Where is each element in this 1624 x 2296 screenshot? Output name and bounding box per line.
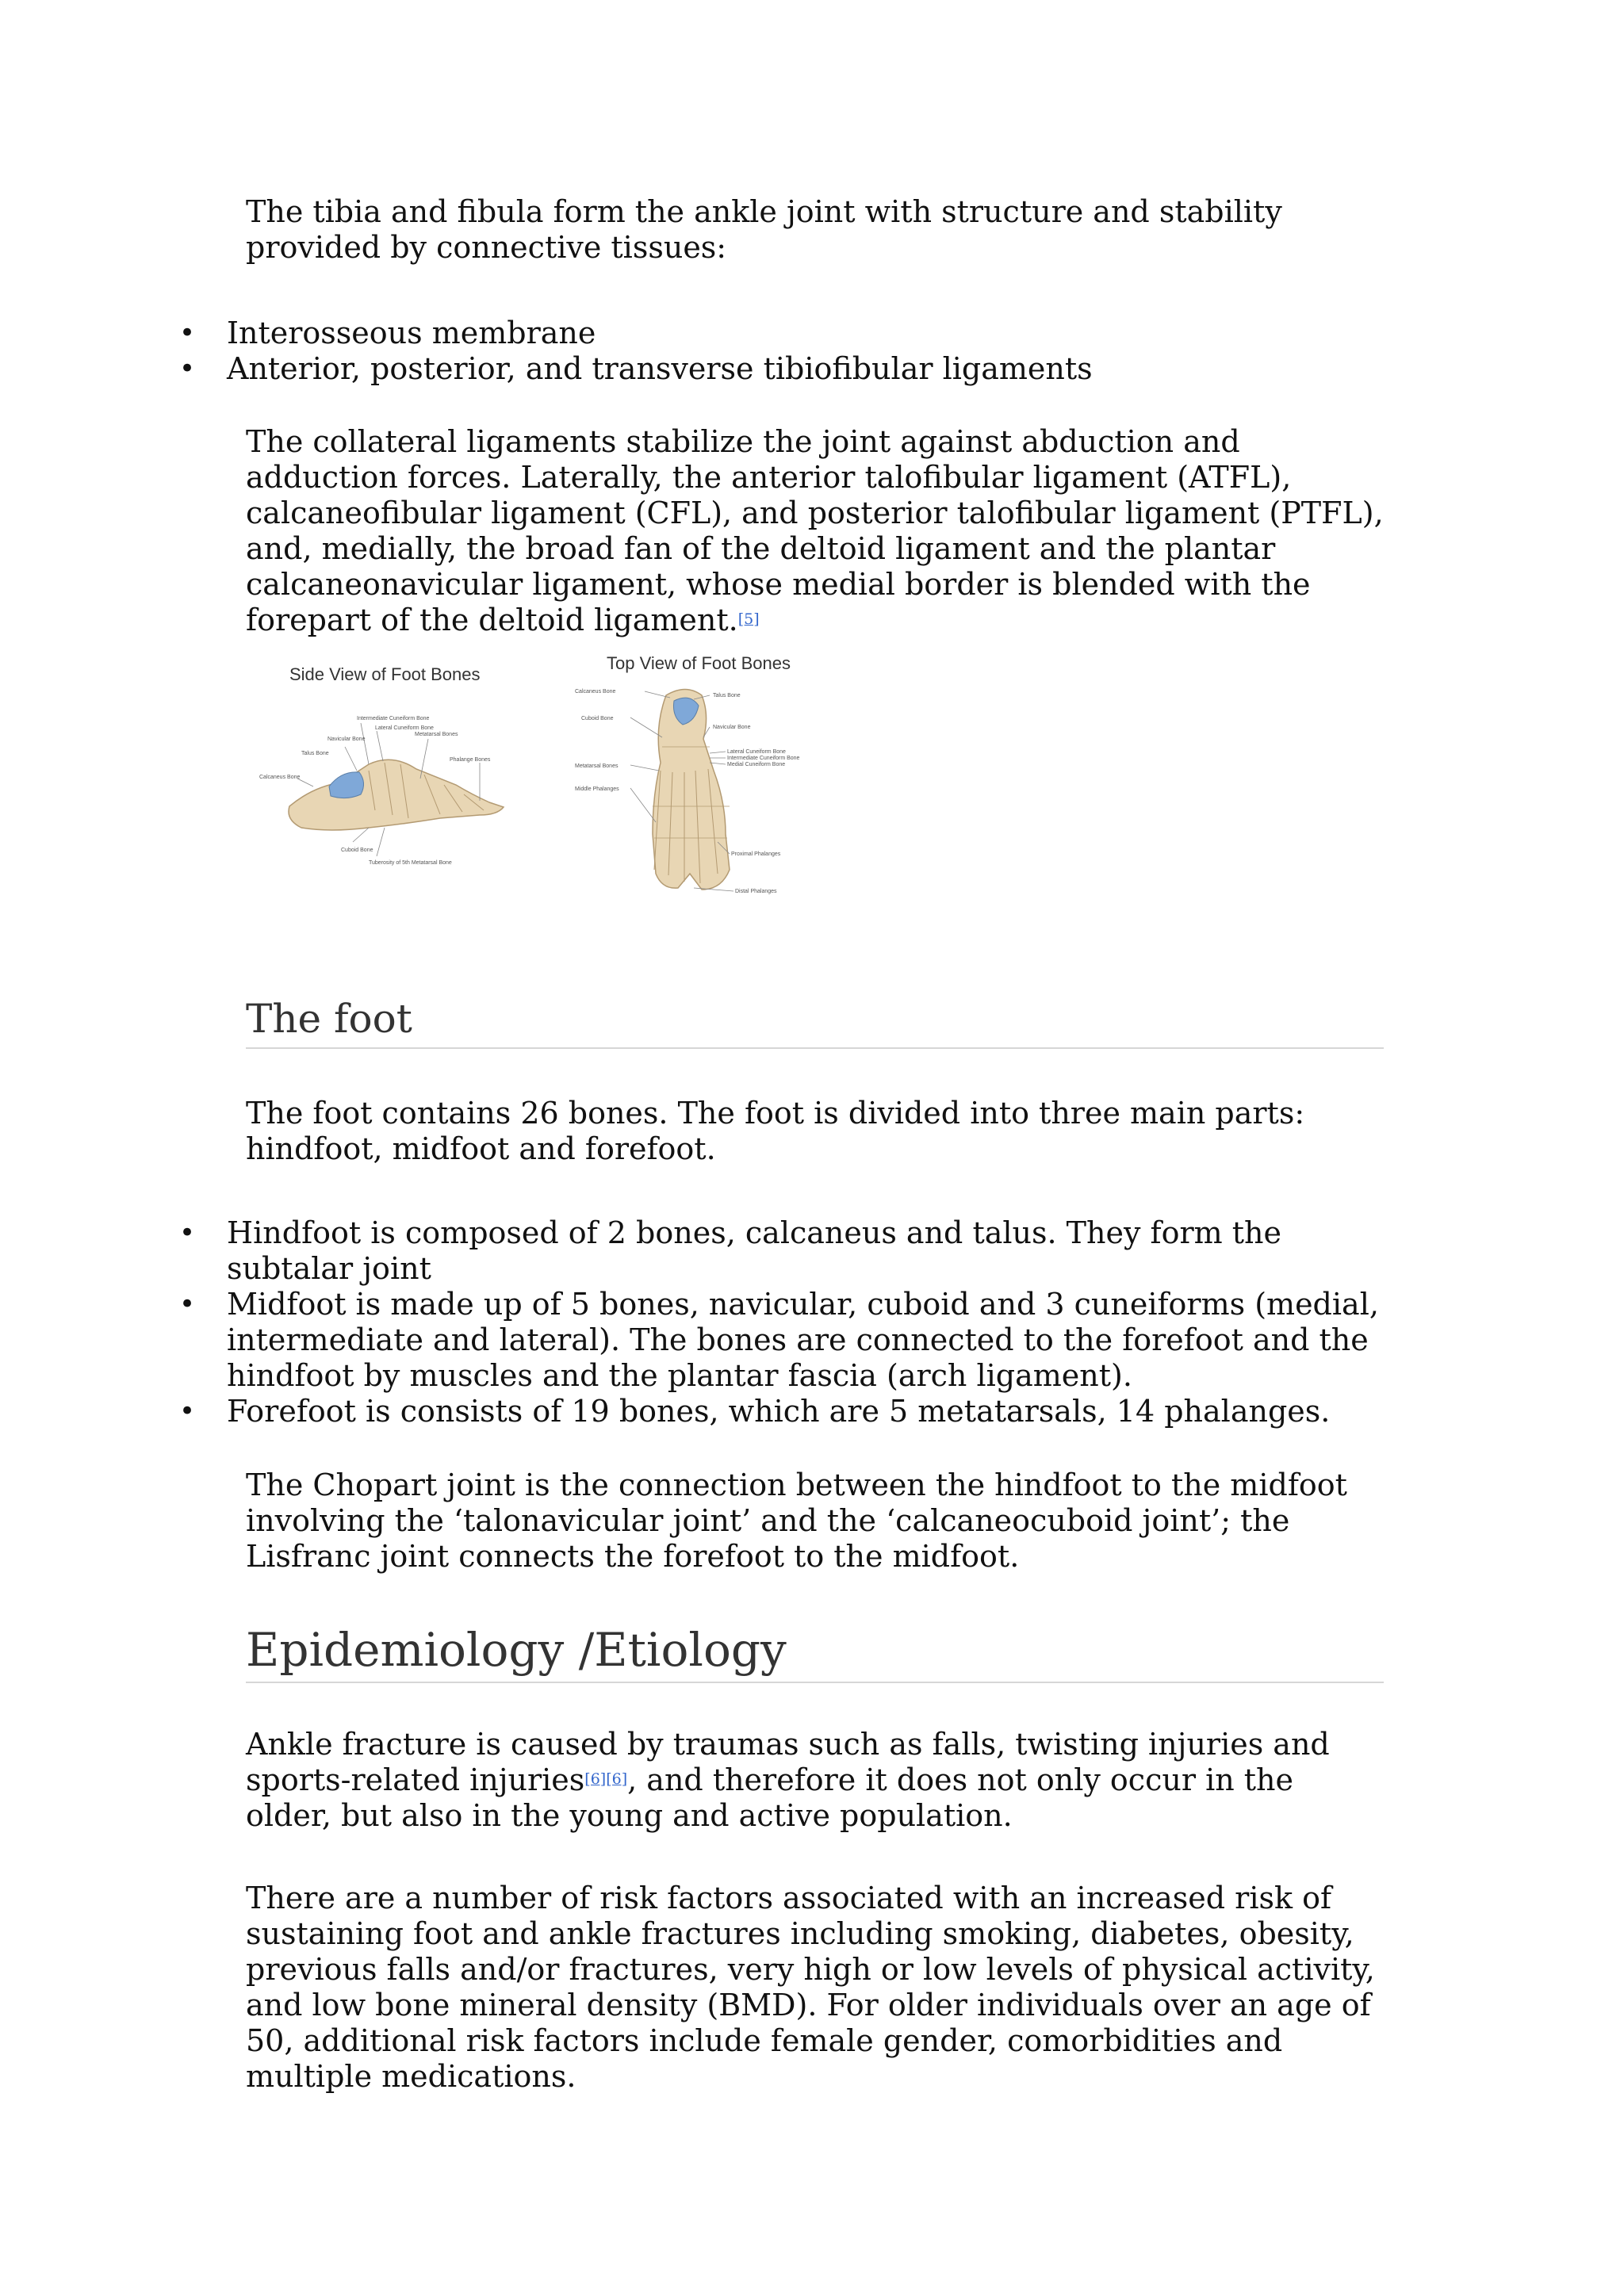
list-item: • Hindfoot is composed of 2 bones, calcaneus and talus. They form the subtalar joint [227, 1215, 1392, 1287]
foot-parts-list [227, 1215, 1392, 1429]
bone-label: Cuboid Bone [341, 848, 373, 853]
foot-intro-paragraph: The foot contains 26 bones. The foot is divided into three main parts: hindfoot, midfoot and forefoot. [246, 1096, 1305, 1166]
bone-label: Cuboid Bone [581, 716, 614, 721]
bone-label: Navicular Bone [713, 725, 751, 730]
bone-label: Lateral Cuneiform Bone [375, 725, 434, 731]
top-view-foot-illustration [630, 690, 733, 892]
bone-label: Intermediate Cuneiform Bone [727, 756, 800, 761]
connective-tissue-list [227, 316, 1392, 387]
intro-paragraph: The tibia and fibula form the ankle joint with structure and stability provided by connective tissues: [246, 194, 1282, 265]
side-view-foot-illustration [289, 723, 504, 856]
bone-label: Calcaneus Bone [259, 775, 301, 780]
bone-label: Metatarsal Bones [575, 763, 619, 769]
bone-label: Tuberosity of 5th Metatarsal Bone [369, 860, 452, 866]
bone-label: Medial Cuneiform Bone [727, 762, 786, 767]
citation-link[interactable]: [5] [737, 610, 760, 628]
section-heading-epidemiology: Epidemiology /Etiology [246, 1621, 1384, 1683]
bone-label: Talus Bone [301, 751, 329, 756]
bone-label: Talus Bone [713, 693, 741, 698]
section-heading-the-foot: The foot [246, 993, 1384, 1049]
list-item: • Anterior, posterior, and transverse tibiofibular ligaments [227, 351, 1392, 387]
list-item: • Forefoot is consists of 19 bones, which are 5 metatarsals, 14 phalanges. [227, 1394, 1392, 1429]
side-view-title: Side View of Foot Bones [289, 664, 481, 684]
foot-bones-illustration [259, 652, 868, 921]
bone-label: Metatarsal Bones [415, 732, 458, 737]
bone-label: Middle Phalanges [575, 786, 619, 792]
bone-label: Navicular Bone [327, 737, 366, 742]
citation-link[interactable]: [6][6] [584, 1770, 628, 1788]
top-view-title: Top View of Foot Bones [607, 653, 791, 673]
bone-label: Proximal Phalanges [731, 851, 781, 857]
collateral-text: The collateral ligaments stabilize the joint against abduction and adduction forces. Laterally, the anterior talofibular ligament (ATFL), calcaneofibular ligament (CFL), and posterior talofibular ligament (PTFL), and, medially, the broad fan of the deltoid ligament and the plantar calcaneonavicular ligament, whose medial border is blended with the forepart of the deltoid ligament. [246, 424, 1384, 637]
collateral-ligaments-paragraph [246, 424, 1388, 638]
epidemiology-paragraph-2: There are a number of risk factors associated with an increased risk of sustaining foot and ankle fractures including smoking, diabetes, obesity, previous falls and/or fractures, very high or low levels of physical activity, and low bone mineral density (BMD). For older individuals over an age of 50, additional risk factors include female gender, comorbidities and multiple medications. [246, 1881, 1375, 2094]
bone-label: Phalange Bones [450, 757, 491, 763]
bone-label: Intermediate Cuneiform Bone [357, 716, 430, 721]
chopart-paragraph: The Chopart joint is the connection between the hindfoot to the midfoot involving the ‘talonavicular joint’ and the ‘calcaneocuboid joint’; the Lisfranc joint connects the forefoot to the midfoot. [246, 1468, 1347, 1574]
foot-bones-figure [259, 652, 868, 921]
bone-label: Calcaneus Bone [575, 689, 616, 695]
list-item: • Interosseous membrane [227, 316, 1392, 351]
epidemiology-text: Ankle fracture is caused by traumas such as falls, twisting injuries and sports-related injuries [246, 1727, 1330, 1797]
list-item: • Midfoot is made up of 5 bones, navicular, cuboid and 3 cuneiforms (medial, intermediate and lateral). The bones are connected to the forefoot and the hindfoot by muscles and the plantar fascia (arch ligament). [227, 1287, 1392, 1394]
epidemiology-text: , and therefore it does not only occur in the older, but also in the young and active population. [246, 1762, 1294, 1833]
bone-label: Lateral Cuneiform Bone [727, 749, 786, 755]
bone-label: Distal Phalanges [735, 889, 777, 894]
epidemiology-paragraph-1 [246, 1727, 1388, 1834]
